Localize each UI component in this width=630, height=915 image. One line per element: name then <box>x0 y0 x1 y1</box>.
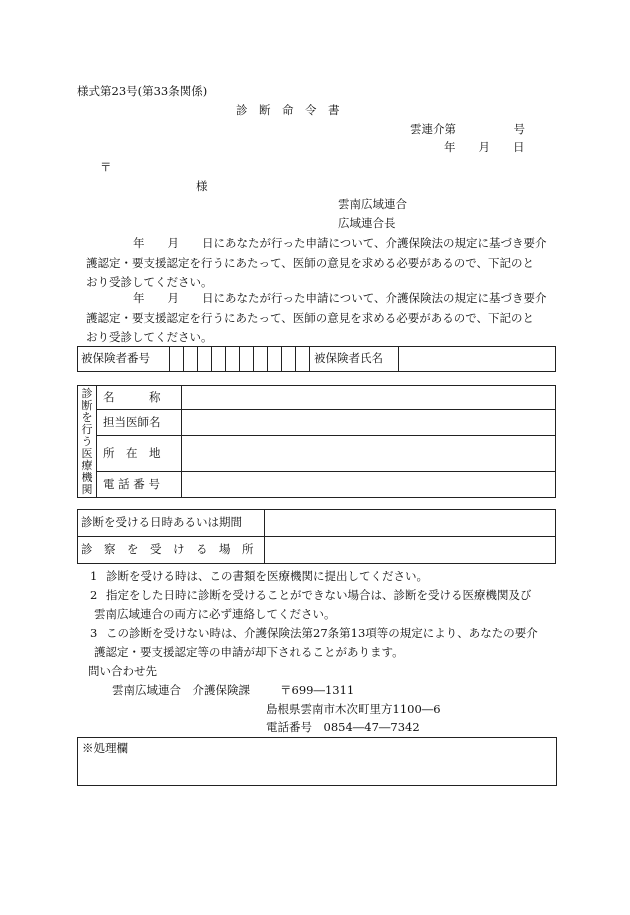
institution-phone-field[interactable] <box>182 472 556 498</box>
vertical-char: う <box>81 434 93 448</box>
addressee-suffix: 様 <box>196 179 208 193</box>
insured-number-digit[interactable] <box>184 347 198 372</box>
insured-name-field[interactable] <box>399 347 556 372</box>
contact-postal: 〒699―1311 <box>280 683 355 697</box>
contact-address: 島根県雲南市木次町里方1100―6 <box>266 702 441 716</box>
vertical-char: 療 <box>81 458 93 472</box>
note-2-text: 指定をした日時に診断を受けることができない場合は、診断を受ける医療機関及び <box>106 588 532 602</box>
processing-label: ※処理欄 <box>82 741 128 755</box>
schedule-table <box>77 509 556 564</box>
vertical-char: 機 <box>81 470 93 484</box>
institution-address-field[interactable] <box>182 436 556 472</box>
form-number: 様式第23号(第33条関係) <box>77 84 208 98</box>
institution-vertical-label <box>78 386 97 498</box>
insured-number-digit[interactable] <box>170 347 184 372</box>
paragraph-line: おり受診してください。 <box>86 275 213 289</box>
note-3-text: この診断を受けない時は、介護保険法第27条第13項等の規定により、あなたの要介 <box>106 626 538 640</box>
institution-address-label: 所 在 地 <box>97 436 182 472</box>
body-paragraph-1 <box>86 234 556 293</box>
postal-mark: 〒 <box>100 160 112 174</box>
insured-number-digit[interactable] <box>282 347 296 372</box>
contact-heading: 問い合わせ先 <box>88 664 157 678</box>
insured-name-label: 被保険者氏名 <box>310 347 399 372</box>
issuer-title: 広域連合長 <box>338 216 396 230</box>
processing-box[interactable] <box>77 737 557 786</box>
schedule-datetime-label: 診断を受ける日時あるいは期間 <box>78 510 265 537</box>
paragraph-line: おり受診してください。 <box>86 330 213 344</box>
note-1-text: 診断を受ける時は、この書類を医療機関に提出してください。 <box>106 569 428 583</box>
paragraph-line: 護認定・要支援認定を行うにあたって、医師の意見を求める必要があるので、下記のと <box>86 255 535 270</box>
insured-number-digit[interactable] <box>198 347 212 372</box>
note-2-text-cont: 雲南広域連合の両方に必ず連絡してください。 <box>94 607 336 621</box>
vertical-char: 診 <box>81 386 93 400</box>
vertical-char: 医 <box>81 446 93 460</box>
insured-number-label: 被保険者番号 <box>78 347 170 372</box>
institution-name-field[interactable] <box>182 386 556 410</box>
contact-phone: 電話番号 0854―47―7342 <box>266 720 420 734</box>
body-paragraph-2 <box>86 289 556 348</box>
insured-number-digit[interactable] <box>212 347 226 372</box>
vertical-char: 行 <box>81 422 93 436</box>
insured-number-digit[interactable] <box>268 347 282 372</box>
vertical-char: 関 <box>81 482 93 496</box>
vertical-char: を <box>81 410 93 424</box>
note-3-number: 3 <box>90 626 98 640</box>
paragraph-line: 年 月 日にあなたが行った申請について、介護保険法の規定に基づき要介 <box>110 236 547 250</box>
insured-number-digit[interactable] <box>226 347 240 372</box>
insured-number-digit[interactable] <box>254 347 268 372</box>
schedule-place-label: 診 察 を 受 け る 場 所 <box>78 537 265 564</box>
issue-date: 年 月 日 <box>444 140 525 154</box>
note-3-text-cont: 護認定・要支援認定等の申請が却下されることがあります。 <box>94 645 404 659</box>
vertical-char: 断 <box>81 398 93 412</box>
note-2-number: 2 <box>90 588 98 602</box>
schedule-place-field[interactable] <box>265 537 556 564</box>
insured-table <box>77 346 556 372</box>
doctor-name-label: 担当医師名 <box>97 410 182 436</box>
insured-number-digit[interactable] <box>240 347 254 372</box>
institution-phone-label: 電 話 番 号 <box>97 472 182 498</box>
contact-org: 雲南広域連合 介護保険課 <box>112 683 250 697</box>
schedule-datetime-field[interactable] <box>265 510 556 537</box>
document-title: 診 断 命 令 書 <box>236 103 340 117</box>
doctor-name-field[interactable] <box>182 410 556 436</box>
note-1-number: 1 <box>90 569 98 583</box>
paragraph-line: 護認定・要支援認定を行うにあたって、医師の意見を求める必要があるので、下記のと <box>86 310 535 325</box>
insured-number-digit[interactable] <box>296 347 310 372</box>
issuer-org: 雲南広域連合 <box>338 197 407 211</box>
document-number: 雲連介第 号 <box>410 122 525 136</box>
paragraph-line: 年 月 日にあなたが行った申請について、介護保険法の規定に基づき要介 <box>110 291 547 305</box>
institution-table <box>77 385 556 498</box>
institution-name-label: 名 称 <box>97 386 182 410</box>
